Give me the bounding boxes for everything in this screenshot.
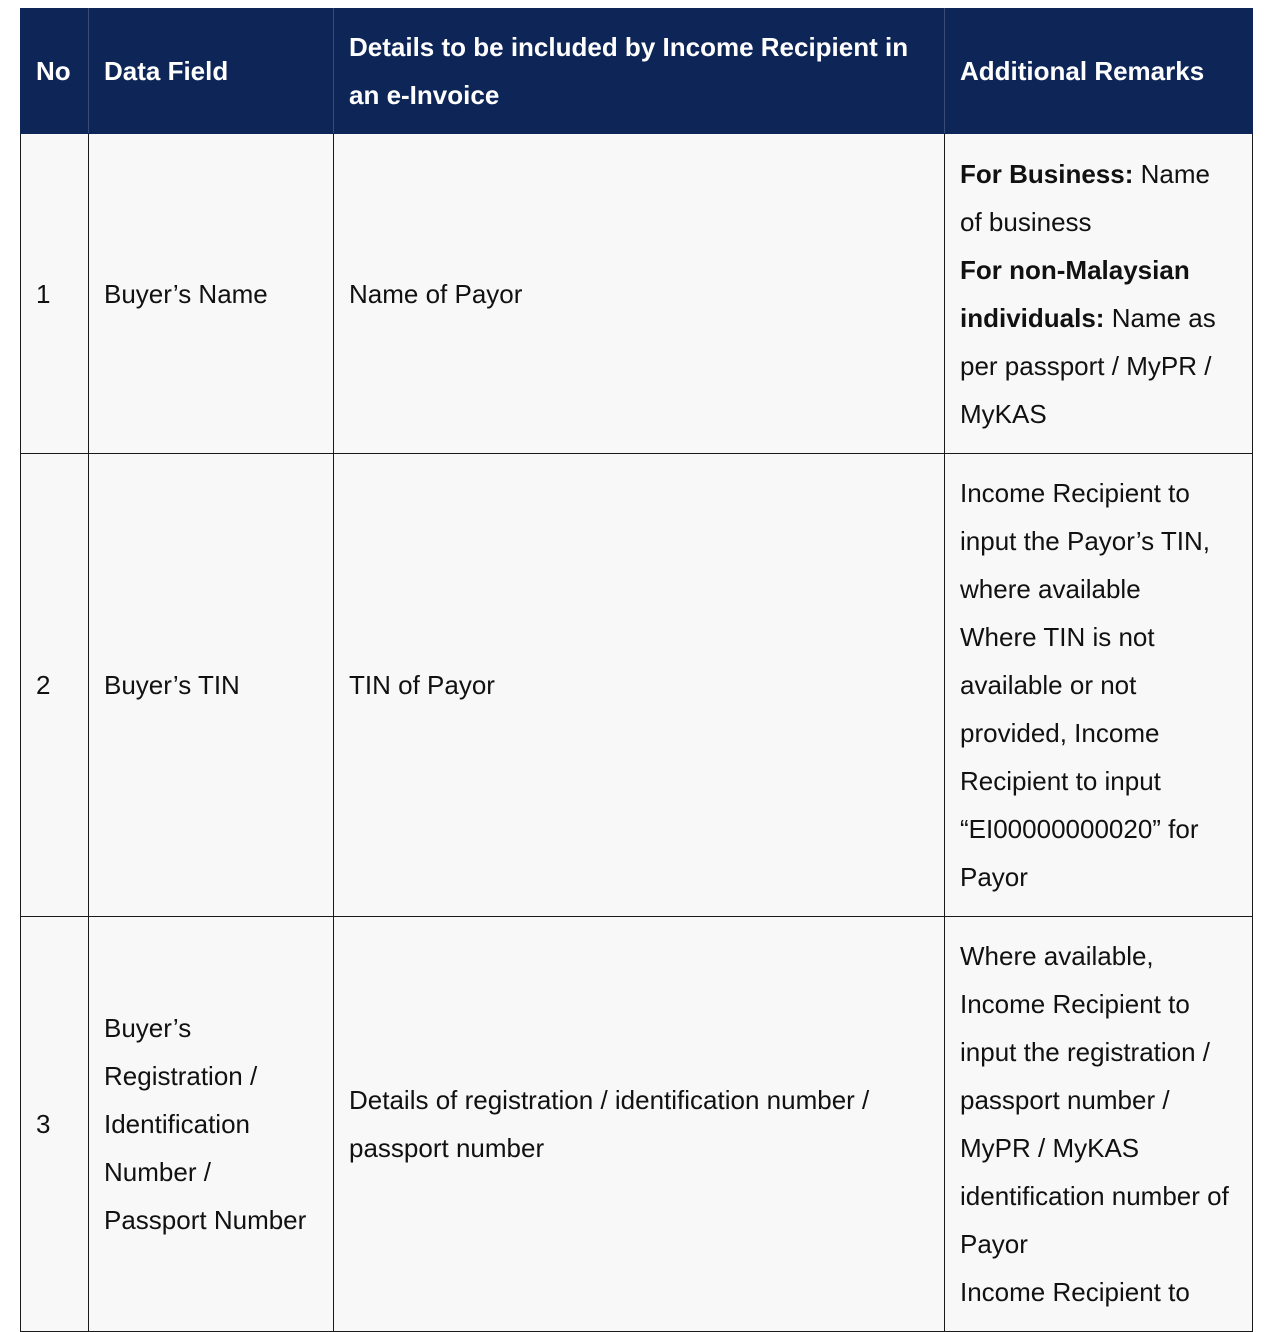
cell-details: Details of registration / identification number / passport number — [334, 917, 945, 1332]
cell-remarks — [945, 454, 1253, 917]
table-header — [21, 9, 1253, 134]
header-no: No — [21, 9, 89, 134]
cell-remarks — [945, 917, 1253, 1332]
remark-label: For Business: — [960, 158, 1134, 189]
table-body — [21, 134, 1253, 1332]
cell-details: TIN of Payor — [334, 454, 945, 917]
cell-data-field: Buyer’s Name — [89, 134, 334, 454]
remark-text: Name as per passport / MyPR / MyKAS — [960, 302, 1216, 429]
header-row — [21, 9, 1253, 134]
cell-remarks — [945, 134, 1253, 454]
remark-line — [960, 613, 1237, 901]
remark-line — [960, 150, 1237, 246]
header-data-field: Data Field — [89, 9, 334, 134]
cell-no: 3 — [21, 917, 89, 1332]
remark-text: Where available, Income Recipient to input the registration / passport number / MyPR / MyKAS identification number of Payor — [960, 941, 1229, 1259]
remark-text: Name of business — [960, 158, 1210, 237]
remark-line — [960, 246, 1237, 438]
cell-no: 1 — [21, 134, 89, 454]
header-remarks: Additional Remarks — [945, 9, 1253, 134]
table-row — [21, 454, 1253, 917]
cell-data-field: Buyer’s Registration / Identification Number / Passport Number — [89, 917, 334, 1332]
table-row — [21, 917, 1253, 1332]
cell-no: 2 — [21, 454, 89, 917]
remark-line — [960, 1268, 1237, 1316]
table-row — [21, 134, 1253, 454]
e-invoice-table-container — [20, 8, 1252, 1332]
cell-data-field: Buyer’s TIN — [89, 454, 334, 917]
remark-text: Where TIN is not available or not provided, Income Recipient to input “EI00000000020” for Payor — [960, 622, 1199, 892]
cell-details: Name of Payor — [334, 134, 945, 454]
remark-text: Income Recipient to input the Payor’s TIN, where available — [960, 478, 1211, 604]
remark-label: For non-Malaysian individuals: — [960, 254, 1190, 333]
header-details: Details to be included by Income Recipient in an e-Invoice — [334, 9, 945, 134]
remark-line — [960, 469, 1237, 613]
remark-text: Income Recipient to — [960, 1277, 1190, 1307]
remark-line — [960, 932, 1237, 1268]
e-invoice-fields-table — [20, 8, 1253, 1332]
